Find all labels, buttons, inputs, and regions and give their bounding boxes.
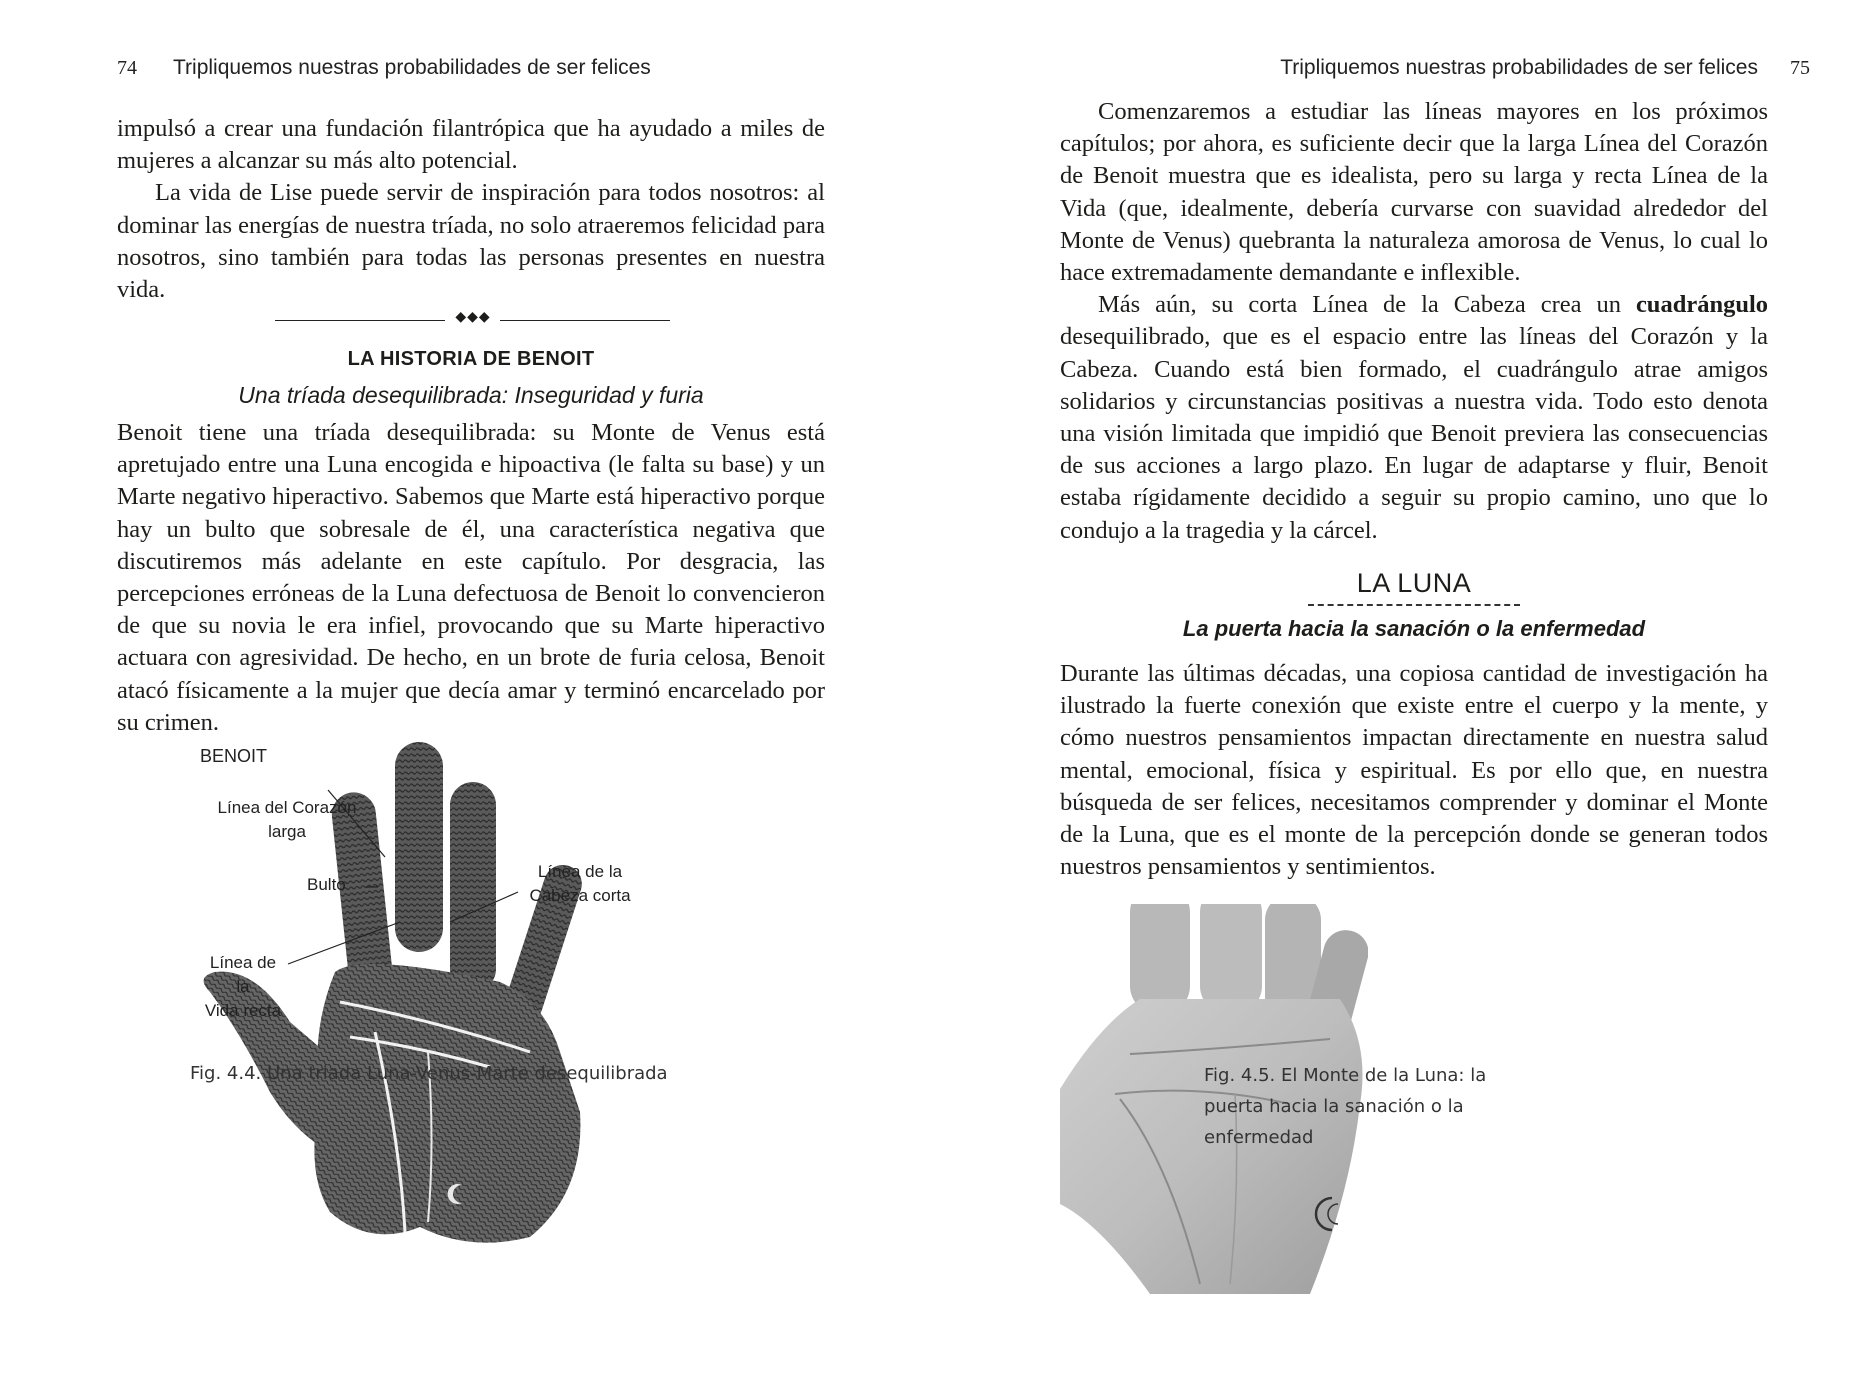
bulge-label: Bulto xyxy=(307,875,346,894)
paragraph: Durante las últimas décadas, una copiosa cantidad de investigación ha ilustrado la fuerte conexión que existe entre el cuerpo y la mente, y cómo nuestros pensamientos impactan directamente en nuestra salud mental, emocional, física y espiritual. Es por ello que, en nuestra búsqueda de ser felices, necesitamos comprender y dominar el Monte de la Luna, que es el monte de la percepción donde se generan todos nuestros pensamientos y sentimientos. xyxy=(1060,660,1768,881)
heart-line-label xyxy=(212,796,362,844)
section-subtitle: La puerta hacia la sanación o la enfermedad xyxy=(1182,616,1646,641)
paragraph xyxy=(1060,289,1768,547)
paragraph: impulsó a crear una fundación filantrópica que ha ayudado a miles de mujeres a alcanzar su más alto potencial. xyxy=(117,115,825,175)
running-head-title: Tripliquemos nuestras probabilidades de ser felices xyxy=(1280,56,1758,79)
label-line: larga xyxy=(268,822,306,841)
figure-caption: Fig. 4.4. Una triada Luna-Venus-Marte desequilibrada xyxy=(190,1063,668,1084)
diamonds-ornament: ◆◆◆ xyxy=(455,309,491,325)
caption-line: Fig. 4.5. El Monte de la Luna: la xyxy=(1204,1065,1487,1086)
life-line-label xyxy=(204,951,282,1023)
section-separator xyxy=(275,311,670,331)
separator-line xyxy=(500,320,670,321)
label-line: Vida recta xyxy=(204,1001,282,1020)
head-line-label xyxy=(515,860,645,908)
paragraph: Comenzaremos a estudiar las líneas mayores en los próximos capítulos; por ahora, es suficiente decir que la larga Línea del Corazón de Benoit muestra que es idealista, pero su larga y recta Línea de la Vida (que, idealmente, debería curvarse con suavidad alrededor del Monte de Venus) quebranta la naturaleza amorosa de Venus, lo cual lo hace extremadamente demandante e inflexible. xyxy=(1060,98,1768,287)
section-title: LA HISTORIA DE BENOIT xyxy=(347,348,595,370)
label-line: Línea del Corazón xyxy=(217,798,357,817)
text-run: desequilibrado, que es el espacio entre las líneas del Corazón y la Cabeza. Cuando está bien formado, el cuadrángulo atrae amigos solidarios y circunstancias positivas a nuestra vida. Todo esto denota una visión limitada que impidió que Benoit previera las consecuencias de sus acciones a largo plazo. En lugar de adaptarse y fluir, Benoit estaba rígidamente decidido a seguir su propio camino, uno que lo condujo a la tragedia y la cárcel. xyxy=(1060,323,1768,544)
benoit-text xyxy=(117,417,825,739)
page-number: 74 xyxy=(117,57,137,79)
section-subtitle: Una tríada desequilibrada: Inseguridad y furia xyxy=(238,382,704,408)
paragraph: Benoit tiene una tríada desequilibrada: su Monte de Venus está apretujado entre una Luna encogida e hipoactiva (le falta su base) y un Marte negativo hiperactivo. Sabemos que Marte está hiperactivo porque hay un bulto que sobresale de él, una característica negativa que discutiremos más adelante en este capítulo. Por desgracia, las percepciones erróneas de la Luna defectuosa de Benoit lo convencieron de que su novia le era infiel, provocando que su Marte hiperactivo actuara con agresividad. De hecho, en un brote de furia celosa, Benoit atacó físicamente a la mujer que decía amar y terminó encarcelado por su crimen. xyxy=(117,419,825,736)
intro-text xyxy=(117,113,825,306)
caption-line: puerta hacia la sanación o la xyxy=(1204,1096,1464,1117)
label-line: Línea de la xyxy=(537,862,623,881)
running-head-title: Tripliquemos nuestras probabilidades de ser felices xyxy=(173,56,651,79)
separator-line xyxy=(275,320,445,321)
caption-line: enfermedad xyxy=(1204,1127,1314,1148)
left-running-head xyxy=(117,56,651,80)
luna-text xyxy=(1060,658,1768,883)
figure-name-label: BENOIT xyxy=(200,746,268,766)
section-title: LA LUNA xyxy=(1356,568,1472,598)
bold-term: cuadrángulo xyxy=(1635,291,1768,319)
dashed-rule xyxy=(1308,604,1520,606)
text-run: Más aún, su corta Línea de la Cabeza crea un xyxy=(1098,291,1636,319)
paragraph: La vida de Lise puede servir de inspiración para todos nosotros: al dominar las energías de nuestra tríada, no solo atraeremos felicidad para nosotros, sino también para todas las personas presentes en nuestra vida. xyxy=(117,179,825,304)
label-line: Línea de la xyxy=(209,953,277,996)
label-line: Cabeza corta xyxy=(529,886,631,905)
right-page xyxy=(933,0,1866,1400)
figure-caption xyxy=(1204,1060,1486,1153)
analysis-text xyxy=(1060,96,1768,547)
right-running-head xyxy=(1280,56,1810,80)
page-number: 75 xyxy=(1790,57,1810,79)
